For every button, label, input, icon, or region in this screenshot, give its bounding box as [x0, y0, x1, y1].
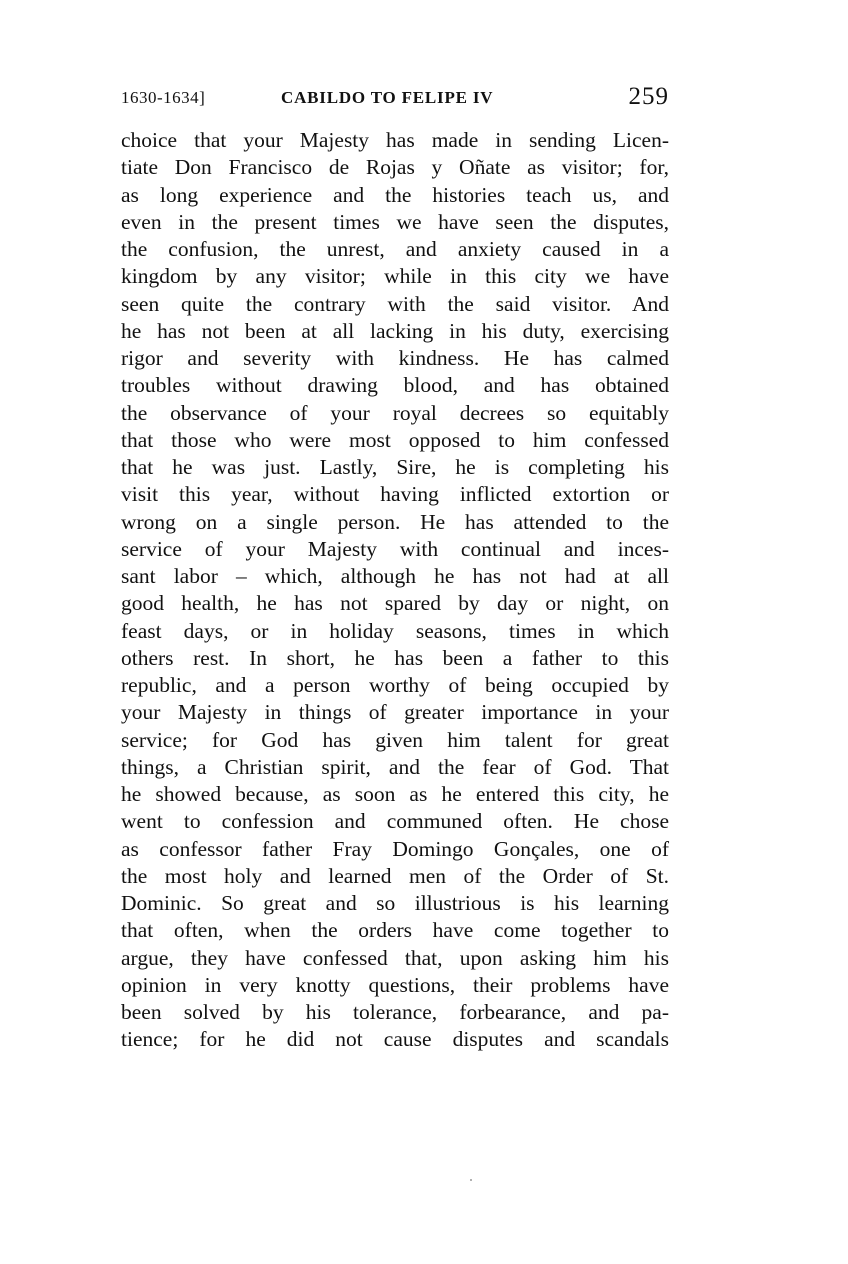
- text-line: as confessor father Fray Domingo Gonçales, one of: [121, 836, 669, 861]
- text-line: republic, and a person worthy of being occupied by: [121, 673, 669, 697]
- page-number: 259: [628, 83, 669, 110]
- text-line: even in the present times we have seen the disputes,: [121, 209, 669, 234]
- text-line: sant labor – which, although he has not had at all: [121, 564, 669, 588]
- text-line: choice that your Majesty has made in sending Licen-: [121, 128, 669, 152]
- year-range: 1630-1634]: [121, 88, 206, 107]
- body-text: [121, 127, 669, 1054]
- scan-speck: [470, 1179, 472, 1181]
- text-line: feast days, or in holiday seasons, times in which: [121, 618, 669, 643]
- text-line: visit this year, without having inflicted extortion or: [121, 482, 669, 507]
- text-line: he showed because, as soon as he entered this city, he: [121, 782, 669, 806]
- text-line: that often, when the orders have come together to: [121, 918, 669, 943]
- text-line: service of your Majesty with continual and inces-: [121, 536, 669, 561]
- text-line: that he was just. Lastly, Sire, he is completing his: [121, 455, 669, 479]
- text-line: things, a Christian spirit, and the fear of God. That: [121, 754, 669, 779]
- running-title: CABILDO TO FELIPE IV: [281, 88, 494, 107]
- text-line: good health, he has not spared by day or night, on: [121, 591, 669, 616]
- text-line: argue, they have confessed that, upon asking him his: [121, 945, 669, 970]
- text-line: that those who were most opposed to him confessed: [121, 427, 669, 452]
- text-line: the observance of your royal decrees so equitably: [121, 400, 669, 425]
- text-line: been solved by his tolerance, forbearance, and pa-: [121, 1000, 669, 1024]
- text-line: service; for God has given him talent for great: [121, 727, 669, 752]
- text-line: he has not been at all lacking in his duty, exercising: [121, 318, 669, 343]
- text-line: as long experience and the histories teach us, and: [121, 182, 669, 207]
- text-line: the confusion, the unrest, and anxiety caused in a: [121, 237, 669, 261]
- text-line: the most holy and learned men of the Order of St.: [121, 863, 669, 888]
- text-line: tience; for he did not cause disputes and scandals: [121, 1027, 669, 1052]
- running-head: [121, 83, 669, 116]
- text-line: wrong on a single person. He has attended to the: [121, 509, 669, 534]
- text-line: went to confession and communed often. He chose: [121, 809, 669, 834]
- text-line: rigor and severity with kindness. He has calmed: [121, 346, 669, 370]
- text-line: seen quite the contrary with the said visitor. And: [121, 291, 669, 316]
- text-line: your Majesty in things of greater importance in your: [121, 700, 669, 725]
- text-line: others rest. In short, he has been a father to this: [121, 645, 669, 670]
- text-line: Dominic. So great and so illustrious is his learning: [121, 891, 669, 915]
- text-line: tiate Don Francisco de Rojas y Oñate as visitor; for,: [121, 155, 669, 180]
- text-line: opinion in very knotty questions, their problems have: [121, 972, 669, 997]
- text-line: kingdom by any visitor; while in this city we have: [121, 264, 669, 289]
- text-line: troubles without drawing blood, and has obtained: [121, 373, 669, 398]
